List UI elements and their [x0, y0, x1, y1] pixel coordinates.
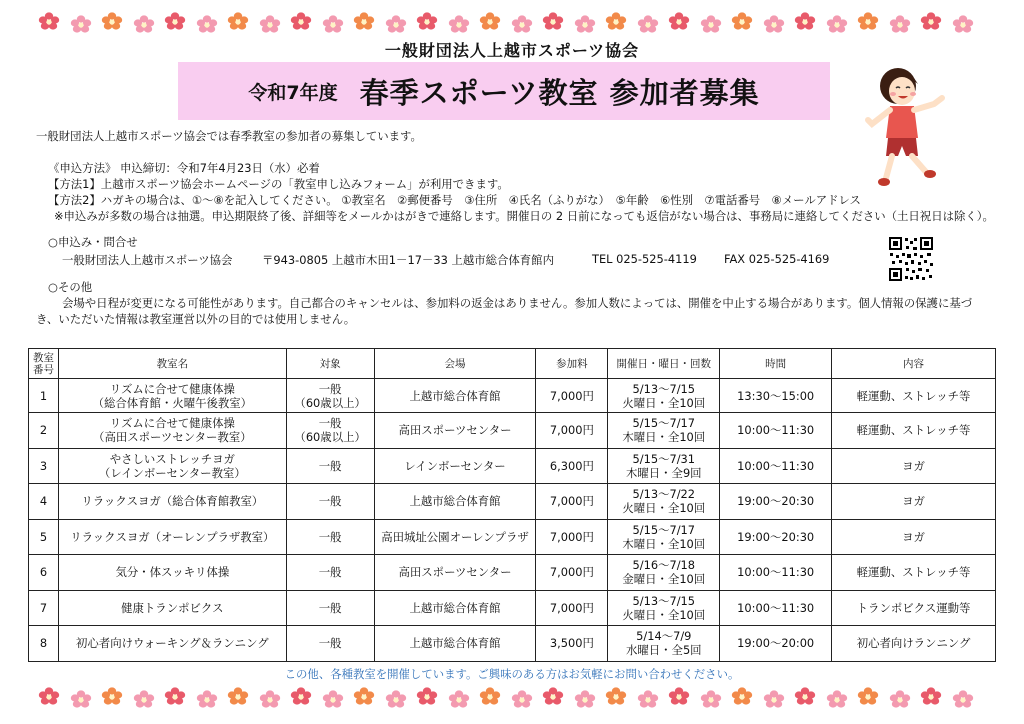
cell-venue: 上越市総合体育館 — [374, 484, 536, 520]
table-row — [29, 413, 996, 449]
flower-icon — [668, 687, 690, 705]
flower-icon — [826, 15, 848, 33]
flower-icon — [857, 687, 879, 705]
flower-icon — [889, 15, 911, 33]
flower-icon — [448, 15, 470, 33]
contact-fax: FAX 025-525-4169 — [724, 252, 830, 266]
flower-icon — [574, 15, 596, 33]
flower-icon — [574, 690, 596, 708]
cell-venue: 上越市総合体育館 — [374, 626, 536, 662]
flower-icon — [385, 690, 407, 708]
table-row — [29, 379, 996, 413]
flower-icon — [763, 15, 785, 33]
flower-icon — [259, 690, 281, 708]
cell-fee: 7,000円 — [536, 379, 608, 413]
application-heading: 《申込方法》 申込締切：令和7年4月23日（水）必着 — [48, 161, 320, 175]
flower-icon — [290, 687, 312, 705]
cell-fee: 7,000円 — [536, 590, 608, 626]
flower-icon — [133, 690, 155, 708]
flower-icon — [542, 687, 564, 705]
flower-icon — [637, 15, 659, 33]
flower-icon — [889, 690, 911, 708]
title-year: 令和7年度 — [248, 81, 338, 104]
flower-icon — [70, 15, 92, 33]
cell-fee: 3,500円 — [536, 626, 608, 662]
cell-content: ヨガ — [832, 484, 996, 520]
cell-target: 一般 — [286, 519, 374, 555]
flower-icon — [70, 690, 92, 708]
header-fee: 参加料 — [536, 349, 608, 379]
flower-icon — [511, 690, 533, 708]
cell-fee: 7,000円 — [536, 555, 608, 591]
flower-icon — [164, 687, 186, 705]
cell-target: 一般 — [286, 448, 374, 484]
flower-icon — [353, 12, 375, 30]
cell-content: 軽運動、ストレッチ等 — [832, 555, 996, 591]
cell-target: 一般 — [286, 626, 374, 662]
cell-venue: 高田スポーツセンター — [374, 555, 536, 591]
cell-class-number: 1 — [29, 379, 59, 413]
flower-icon — [322, 690, 344, 708]
header-class-number: 教室 番号 — [29, 349, 59, 379]
flower-icon — [101, 12, 123, 30]
flower-icon — [385, 15, 407, 33]
application-note: ※申込みが多数の場合は抽選。申込期限終了後、詳細等をメールかはがきで連絡します。開催日の 2 日前になっても返信がない場合は、事務局に連絡してください（土日祝日は除く）。 — [54, 209, 994, 223]
flower-border-top — [0, 8, 1024, 38]
flower-icon — [290, 12, 312, 30]
cell-target: 一般 — [286, 590, 374, 626]
cell-target: 一般 — [286, 484, 374, 520]
cell-class-name: 気分・体スッキリ体操 — [58, 555, 286, 591]
footer-note: この他、各種教室を開催しています。ご興味のある方はお気軽にお問い合わせください。 — [284, 667, 740, 681]
flower-icon — [133, 15, 155, 33]
cell-schedule: 5/13～7/15 火曜日・全10回 — [608, 590, 720, 626]
cell-content: 軽運動、ストレッチ等 — [832, 379, 996, 413]
cell-fee: 7,000円 — [536, 484, 608, 520]
cell-schedule: 5/13～7/15 火曜日・全10回 — [608, 379, 720, 413]
application-method-2: 【方法2】ハガキの場合は、①～⑧を記入してください。 ①教室名 ②郵便番号 ③住所 ④氏名（ふりがな） ⑤年齢 ⑥性別 ⑦電話番号 ⑧メールアドレス — [48, 193, 861, 207]
cell-class-number: 3 — [29, 448, 59, 484]
organization-name: 一般財団法人上越市スポーツ協会 — [384, 41, 640, 60]
application-method-1: 【方法1】上越市スポーツ協会ホームページの「教室申し込みフォーム」が利用できます。 — [48, 177, 509, 191]
flower-icon — [322, 15, 344, 33]
flower-icon — [479, 687, 501, 705]
intro-text: 一般財団法人上越市スポーツ協会では春季教室の参加者の募集しています。 — [36, 129, 422, 143]
flower-icon — [416, 12, 438, 30]
flower-icon — [794, 12, 816, 30]
cell-schedule: 5/16～7/18 金曜日・全10回 — [608, 555, 720, 591]
cell-venue: 高田スポーツセンター — [374, 413, 536, 449]
cell-time: 10:00～11:30 — [720, 555, 832, 591]
header-schedule: 開催日・曜日・回数 — [608, 349, 720, 379]
cell-venue: 上越市総合体育館 — [374, 379, 536, 413]
cell-time: 13:30～15:00 — [720, 379, 832, 413]
flower-icon — [668, 12, 690, 30]
flower-icon — [605, 12, 627, 30]
table-row — [29, 555, 996, 591]
cell-time: 19:00～20:30 — [720, 484, 832, 520]
page-title: 春季スポーツ教室 参加者募集 — [359, 75, 760, 110]
cell-time: 19:00～20:30 — [720, 519, 832, 555]
cell-venue: レインボーセンター — [374, 448, 536, 484]
header-venue: 会場 — [374, 349, 536, 379]
flower-icon — [731, 687, 753, 705]
cell-venue: 上越市総合体育館 — [374, 590, 536, 626]
table-row — [29, 448, 996, 484]
cell-time: 10:00～11:30 — [720, 448, 832, 484]
cell-schedule: 5/15～7/17 木曜日・全10回 — [608, 519, 720, 555]
cell-class-number: 2 — [29, 413, 59, 449]
cell-class-name: リズムに合せて健康体操 （総合体育館・火曜午後教室） — [58, 379, 286, 413]
header-content: 内容 — [832, 349, 996, 379]
cell-class-number: 7 — [29, 590, 59, 626]
flower-icon — [794, 687, 816, 705]
cell-target: 一般 （60歳以上） — [286, 379, 374, 413]
cell-fee: 6,300円 — [536, 448, 608, 484]
flower-icon — [101, 687, 123, 705]
contact-org: 一般財団法人上越市スポーツ協会 — [62, 253, 233, 267]
header-time: 時間 — [720, 349, 832, 379]
flower-icon — [259, 15, 281, 33]
cell-time: 10:00～11:30 — [720, 590, 832, 626]
cell-content: ヨガ — [832, 519, 996, 555]
flower-icon — [448, 690, 470, 708]
girl-illustration-icon — [862, 64, 948, 190]
flower-icon — [416, 687, 438, 705]
flower-icon — [920, 687, 942, 705]
flower-icon — [353, 687, 375, 705]
other-text — [36, 295, 992, 327]
flower-icon — [920, 12, 942, 30]
flower-icon — [479, 12, 501, 30]
flower-icon — [227, 687, 249, 705]
cell-content: 初心者向けランニング — [832, 626, 996, 662]
contact-heading: ○申込み・問合せ — [48, 235, 138, 249]
flower-icon — [605, 687, 627, 705]
flower-icon — [952, 15, 974, 33]
cell-venue: 高田城址公園オーレンプラザ — [374, 519, 536, 555]
cell-target: 一般 （60歳以上） — [286, 413, 374, 449]
flower-border-bottom — [0, 683, 1024, 713]
cell-target: 一般 — [286, 555, 374, 591]
table-header-row — [29, 349, 996, 379]
cell-schedule: 5/13～7/22 火曜日・全10回 — [608, 484, 720, 520]
flower-icon — [731, 12, 753, 30]
flower-icon — [227, 12, 249, 30]
cell-schedule: 5/14～7/9 水曜日・全5回 — [608, 626, 720, 662]
contact-address: 〒943-0805 上越市木田1－17－33 上越市総合体育館内 — [262, 253, 554, 267]
cell-class-number: 8 — [29, 626, 59, 662]
flower-icon — [763, 690, 785, 708]
cell-class-name: やさしいストレッチヨガ （レインボーセンター教室） — [58, 448, 286, 484]
header-target: 対象 — [286, 349, 374, 379]
cell-class-number: 6 — [29, 555, 59, 591]
header-class-name: 教室名 — [58, 349, 286, 379]
cell-class-name: リズムに合せて健康体操 （高田スポーツセンター教室） — [58, 413, 286, 449]
flower-icon — [542, 12, 564, 30]
flower-icon — [164, 12, 186, 30]
other-text-body: 会場や日程が変更になる可能性があります。自己都合のキャンセルは、参加料の返金はありません。参加人数によっては、開催を中止する場合があります。個人情報の保護に基づき、いただいた情報は教室運営以外の目的では使用しません。 — [36, 296, 973, 326]
flower-icon — [637, 690, 659, 708]
schedule-table — [28, 348, 996, 662]
flower-icon — [952, 690, 974, 708]
cell-class-name: リラックスヨガ（総合体育館教室） — [58, 484, 286, 520]
cell-class-number: 5 — [29, 519, 59, 555]
flower-icon — [857, 12, 879, 30]
cell-time: 19:00～20:00 — [720, 626, 832, 662]
contact-tel: TEL 025-525-4119 — [592, 252, 697, 266]
cell-schedule: 5/15～7/31 木曜日・全9回 — [608, 448, 720, 484]
cell-class-number: 4 — [29, 484, 59, 520]
other-heading: ○その他 — [48, 280, 93, 294]
cell-content: 軽運動、ストレッチ等 — [832, 413, 996, 449]
title-banner — [178, 62, 830, 120]
flower-icon — [38, 687, 60, 705]
cell-time: 10:00～11:30 — [720, 413, 832, 449]
table-row — [29, 484, 996, 520]
qr-code-icon — [888, 236, 934, 282]
flower-icon — [511, 15, 533, 33]
flower-icon — [700, 690, 722, 708]
flower-icon — [196, 15, 218, 33]
cell-fee: 7,000円 — [536, 519, 608, 555]
flower-icon — [826, 690, 848, 708]
cell-schedule: 5/15～7/17 木曜日・全10回 — [608, 413, 720, 449]
table-row — [29, 590, 996, 626]
cell-content: ヨガ — [832, 448, 996, 484]
cell-class-name: 健康トランポビクス — [58, 590, 286, 626]
cell-fee: 7,000円 — [536, 413, 608, 449]
flower-icon — [700, 15, 722, 33]
flower-icon — [38, 12, 60, 30]
table-row — [29, 626, 996, 662]
cell-class-name: リラックスヨガ（オーレンプラザ教室） — [58, 519, 286, 555]
table-row — [29, 519, 996, 555]
flower-icon — [196, 690, 218, 708]
contact-info — [62, 252, 829, 268]
cell-class-name: 初心者向けウォーキング＆ランニング — [58, 626, 286, 662]
cell-content: トランポビクス運動等 — [832, 590, 996, 626]
